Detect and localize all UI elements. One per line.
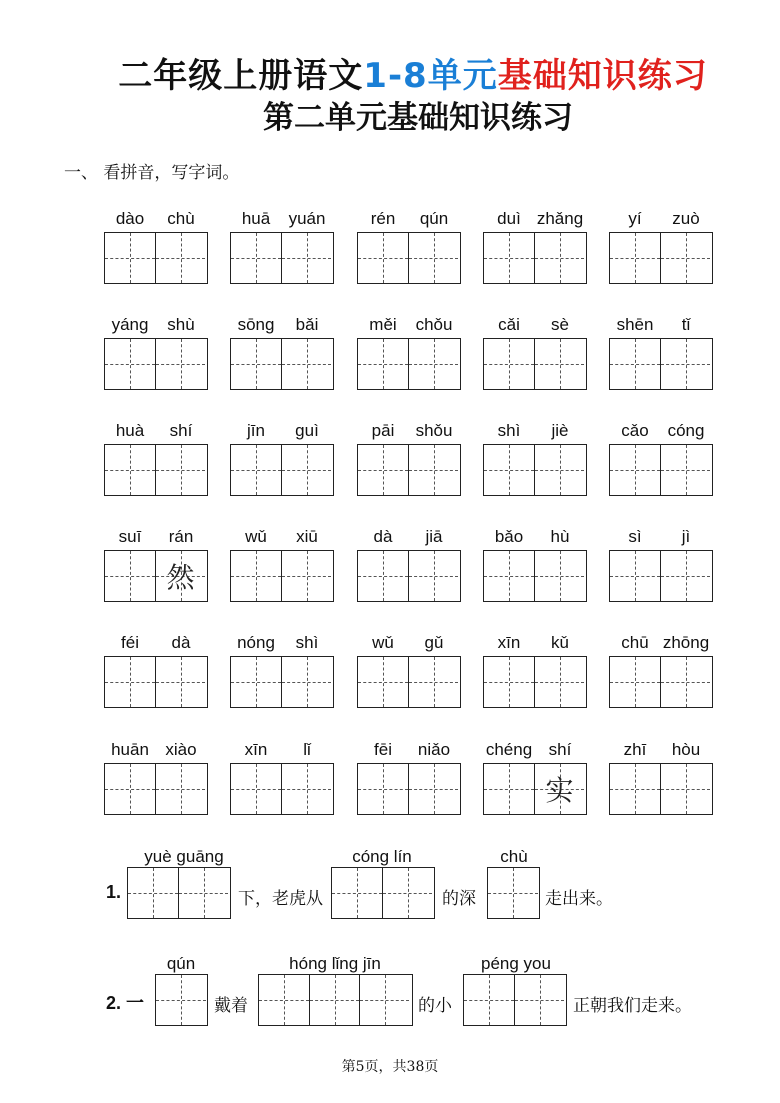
word-box[interactable]: [609, 232, 713, 284]
filled-character: [661, 233, 710, 283]
writing-cell[interactable]: [281, 445, 331, 495]
writing-cell[interactable]: [408, 445, 458, 495]
word-pinyin: yí: [628, 209, 642, 228]
filled-character: [231, 445, 281, 495]
word-pinyin: hòu: [671, 740, 701, 759]
word-box[interactable]: [483, 763, 587, 815]
word-pinyin: shēn: [616, 315, 654, 334]
filled-character: [610, 233, 660, 283]
writing-cell[interactable]: [156, 975, 206, 1025]
writing-cell[interactable]: [408, 233, 458, 283]
word-pinyin: sè: [551, 315, 569, 334]
filled-character: [231, 233, 281, 283]
writing-cell[interactable]: [610, 339, 660, 389]
answer-box[interactable]: [258, 974, 413, 1026]
filled-character: [105, 657, 155, 707]
word-pinyin: shí: [169, 421, 193, 440]
filled-character: [156, 657, 205, 707]
writing-cell[interactable]: [332, 868, 382, 918]
filled-character: [661, 657, 710, 707]
filled-character: [610, 551, 660, 601]
writing-cell[interactable]: [105, 339, 155, 389]
writing-cell[interactable]: [660, 551, 710, 601]
answer-box[interactable]: [463, 974, 567, 1026]
word-pinyin: suī: [118, 527, 142, 546]
word-pinyin: zhōng: [662, 633, 710, 652]
filled-character: [231, 339, 281, 389]
word-pinyin: jiā: [425, 527, 443, 546]
writing-cell[interactable]: [105, 233, 155, 283]
word-pinyin: cǎi: [498, 315, 520, 334]
word-pinyin: shì: [497, 421, 521, 440]
writing-cell[interactable]: [534, 657, 584, 707]
writing-cell[interactable]: [484, 764, 534, 814]
filled-character: [105, 339, 155, 389]
word-pinyin: shù: [167, 315, 195, 334]
word-box[interactable]: [357, 550, 461, 602]
filled-character: [409, 657, 458, 707]
word-pinyin: huà: [115, 421, 145, 440]
word-box[interactable]: [609, 763, 713, 815]
sentence-text: 的小: [418, 996, 452, 1016]
sentence-pinyin: cóng lín: [352, 847, 412, 866]
filled-character: [156, 339, 205, 389]
word-box[interactable]: [609, 550, 713, 602]
writing-cell[interactable]: [610, 551, 660, 601]
writing-cell[interactable]: [155, 233, 205, 283]
filled-character: [484, 764, 534, 814]
filled-character: [358, 445, 408, 495]
filled-character: [535, 657, 584, 707]
writing-cell[interactable]: [309, 975, 359, 1025]
filled-character: [484, 233, 534, 283]
writing-cell[interactable]: [484, 445, 534, 495]
writing-cell[interactable]: [464, 975, 514, 1025]
writing-cell[interactable]: [488, 868, 538, 918]
writing-cell[interactable]: [534, 339, 584, 389]
filled-character: [535, 551, 584, 601]
filled-character: [484, 445, 534, 495]
filled-character: [409, 339, 458, 389]
writing-cell[interactable]: [358, 764, 408, 814]
writing-cell[interactable]: [358, 233, 408, 283]
writing-cell[interactable]: [358, 339, 408, 389]
filled-character: [535, 445, 584, 495]
writing-cell[interactable]: [281, 233, 331, 283]
filled-character: [661, 445, 710, 495]
writing-cell[interactable]: [408, 657, 458, 707]
writing-cell[interactable]: [105, 764, 155, 814]
word-pinyin: qún: [419, 209, 449, 228]
word-box[interactable]: [230, 656, 334, 708]
title-red-part: 基础知识练习: [497, 56, 708, 96]
word-pinyin: chǒu: [415, 315, 453, 334]
word-pinyin: wǔ: [372, 633, 394, 652]
writing-cell[interactable]: [484, 657, 534, 707]
writing-cell[interactable]: [281, 339, 331, 389]
section-heading: 一、 看拼音，写字词。: [64, 163, 240, 183]
filled-character: [661, 764, 710, 814]
filled-character: [610, 657, 660, 707]
word-pinyin: féi: [121, 633, 139, 652]
word-pinyin: fēi: [374, 740, 392, 759]
filled-character: [661, 551, 710, 601]
filled-character: [484, 339, 534, 389]
word-box[interactable]: [483, 338, 587, 390]
word-box[interactable]: [357, 656, 461, 708]
writing-cell[interactable]: [105, 551, 155, 601]
word-pinyin: jì: [681, 527, 691, 546]
filled-character: [156, 233, 205, 283]
word-pinyin: sì: [628, 527, 642, 546]
word-pinyin: jīn: [247, 421, 265, 440]
writing-cell[interactable]: [610, 657, 660, 707]
filled-character: [358, 339, 408, 389]
filled-character: [409, 233, 458, 283]
word-pinyin: bǎi: [295, 315, 319, 334]
word-box[interactable]: [230, 444, 334, 496]
word-box[interactable]: [357, 338, 461, 390]
writing-cell[interactable]: [155, 551, 205, 601]
writing-cell[interactable]: [155, 764, 205, 814]
word-pinyin: cóng: [667, 421, 705, 440]
filled-character: [610, 339, 660, 389]
filled-character: [484, 657, 534, 707]
word-pinyin: měi: [369, 315, 397, 334]
writing-cell[interactable]: [514, 975, 564, 1025]
word-pinyin: nóng: [237, 633, 275, 652]
word-pinyin: yuán: [288, 209, 326, 228]
answer-box[interactable]: [155, 974, 208, 1026]
word-pinyin: pāi: [371, 421, 395, 440]
writing-cell[interactable]: [534, 764, 584, 814]
writing-cell[interactable]: [105, 657, 155, 707]
sentence-pinyin: péng you: [481, 954, 551, 973]
word-pinyin: chéng: [485, 740, 533, 759]
writing-cell[interactable]: [231, 445, 281, 495]
filled-character: [610, 445, 660, 495]
word-pinyin: tǐ: [681, 315, 691, 334]
filled-character: [484, 551, 534, 601]
writing-cell[interactable]: [660, 657, 710, 707]
sentence-pinyin: yuè guāng: [144, 847, 224, 866]
writing-cell[interactable]: [610, 233, 660, 283]
filled-character: [610, 764, 660, 814]
writing-cell[interactable]: [408, 339, 458, 389]
writing-cell[interactable]: [281, 764, 331, 814]
title-black-part: 二年级上册语文: [118, 56, 364, 96]
word-pinyin: huā: [241, 209, 271, 228]
word-pinyin: xīn: [497, 633, 521, 652]
word-pinyin: dà: [171, 633, 191, 652]
word-box[interactable]: [609, 656, 713, 708]
writing-cell[interactable]: [155, 339, 205, 389]
filled-character: [105, 764, 155, 814]
writing-cell[interactable]: [178, 868, 228, 918]
word-pinyin: cǎo: [621, 421, 649, 440]
word-pinyin: xīn: [244, 740, 268, 759]
word-pinyin: dà: [373, 527, 393, 546]
filled-character: [156, 764, 205, 814]
writing-cell[interactable]: [484, 339, 534, 389]
writing-cell[interactable]: [358, 657, 408, 707]
word-box[interactable]: [104, 232, 208, 284]
answer-box[interactable]: [331, 867, 435, 919]
word-pinyin: bǎo: [494, 527, 524, 546]
writing-cell[interactable]: [259, 975, 309, 1025]
filled-character: [282, 445, 331, 495]
writing-cell[interactable]: [484, 233, 534, 283]
page-subtitle: 第二单元基础知识练习: [263, 100, 573, 136]
word-box[interactable]: [104, 763, 208, 815]
writing-cell[interactable]: [128, 868, 178, 918]
filled-character: 然: [166, 561, 195, 594]
word-box[interactable]: [104, 338, 208, 390]
word-box[interactable]: [483, 550, 587, 602]
word-box[interactable]: [609, 338, 713, 390]
filled-character: [231, 551, 281, 601]
writing-cell[interactable]: [534, 233, 584, 283]
filled-character: [409, 551, 458, 601]
word-pinyin: jiè: [551, 421, 569, 440]
sentence-text: 走出来。: [545, 889, 613, 909]
filled-character: [358, 764, 408, 814]
word-pinyin: niǎo: [417, 740, 451, 759]
filled-character: [282, 657, 331, 707]
word-box[interactable]: [104, 444, 208, 496]
filled-character: [358, 657, 408, 707]
word-pinyin: dào: [115, 209, 145, 228]
answer-box[interactable]: [127, 867, 231, 919]
sentence-text: 正朝我们走来。: [573, 996, 692, 1016]
filled-character: [231, 764, 281, 814]
sentence-text: 的深: [442, 889, 476, 909]
writing-cell[interactable]: [610, 764, 660, 814]
sentence-text: 戴着: [214, 996, 248, 1016]
word-pinyin: xiào: [165, 740, 197, 759]
filled-character: 实: [545, 774, 574, 807]
writing-cell[interactable]: [660, 764, 710, 814]
writing-cell[interactable]: [660, 445, 710, 495]
writing-cell[interactable]: [231, 657, 281, 707]
filled-character: [231, 657, 281, 707]
word-pinyin: shí: [548, 740, 572, 759]
word-pinyin: shì: [295, 633, 319, 652]
answer-box[interactable]: [487, 867, 540, 919]
filled-character: [282, 551, 331, 601]
title-blue-part: 1-8单元: [363, 56, 498, 96]
writing-cell[interactable]: [281, 551, 331, 601]
writing-cell[interactable]: [534, 445, 584, 495]
sentence-pinyin: chù: [500, 847, 528, 866]
filled-character: [282, 339, 331, 389]
word-box[interactable]: [357, 444, 461, 496]
word-pinyin: kǔ: [551, 633, 569, 652]
filled-character: [105, 233, 155, 283]
writing-cell[interactable]: [155, 657, 205, 707]
writing-cell[interactable]: [358, 551, 408, 601]
word-box[interactable]: [230, 763, 334, 815]
filled-character: [105, 445, 155, 495]
sentence-pinyin: hóng lǐng jīn: [289, 954, 381, 973]
filled-character: [282, 764, 331, 814]
writing-cell[interactable]: [484, 551, 534, 601]
sentence-text: 下，老虎从: [238, 889, 323, 909]
word-pinyin: yáng: [111, 315, 149, 334]
writing-cell[interactable]: [660, 233, 710, 283]
word-box[interactable]: [230, 338, 334, 390]
sentence-number: 1.: [106, 882, 122, 902]
writing-cell[interactable]: [155, 445, 205, 495]
writing-cell[interactable]: [534, 551, 584, 601]
writing-cell[interactable]: [610, 445, 660, 495]
word-pinyin: huān: [111, 740, 149, 759]
word-box[interactable]: [230, 232, 334, 284]
word-box[interactable]: [483, 656, 587, 708]
word-pinyin: chù: [167, 209, 195, 228]
word-pinyin: duì: [497, 209, 521, 228]
word-pinyin: rán: [168, 527, 194, 546]
writing-cell[interactable]: [231, 233, 281, 283]
word-pinyin: guì: [295, 421, 319, 440]
writing-cell[interactable]: [231, 764, 281, 814]
filled-character: [535, 233, 584, 283]
writing-cell[interactable]: [281, 657, 331, 707]
filled-character: [282, 233, 331, 283]
writing-cell[interactable]: [359, 975, 409, 1025]
word-pinyin: zhī: [623, 740, 647, 759]
word-box[interactable]: [609, 444, 713, 496]
word-pinyin: sōng: [237, 315, 275, 334]
word-pinyin: zhǎng: [536, 209, 584, 228]
filled-character: [409, 445, 458, 495]
word-pinyin: rén: [370, 209, 396, 228]
writing-cell[interactable]: [358, 445, 408, 495]
word-box[interactable]: [104, 656, 208, 708]
filled-character: [358, 551, 408, 601]
writing-cell[interactable]: [231, 551, 281, 601]
word-pinyin: lǐ: [303, 740, 311, 759]
sentence-number: 2. 一: [106, 993, 145, 1013]
word-box[interactable]: [104, 550, 208, 602]
word-pinyin: shǒu: [415, 421, 453, 440]
word-pinyin: chū: [621, 633, 649, 652]
writing-cell[interactable]: [660, 339, 710, 389]
sentence-pinyin: qún: [166, 954, 196, 973]
writing-cell[interactable]: [408, 764, 458, 814]
writing-cell[interactable]: [408, 551, 458, 601]
filled-character: [409, 764, 458, 814]
word-pinyin: wǔ: [245, 527, 267, 546]
word-box[interactable]: [483, 232, 587, 284]
word-pinyin: zuò: [672, 209, 700, 228]
filled-character: [661, 339, 710, 389]
word-box[interactable]: [230, 550, 334, 602]
word-box[interactable]: [357, 232, 461, 284]
filled-character: [156, 445, 205, 495]
filled-character: [105, 551, 155, 601]
writing-cell[interactable]: [382, 868, 432, 918]
word-pinyin: gǔ: [424, 633, 444, 652]
page-footer: 第5页，共38页: [341, 1059, 439, 1075]
writing-cell[interactable]: [231, 339, 281, 389]
filled-character: [358, 233, 408, 283]
filled-character: [535, 339, 584, 389]
word-box[interactable]: [357, 763, 461, 815]
writing-cell[interactable]: [105, 445, 155, 495]
word-pinyin: xiū: [296, 527, 318, 546]
word-pinyin: hù: [550, 527, 570, 546]
word-box[interactable]: [483, 444, 587, 496]
